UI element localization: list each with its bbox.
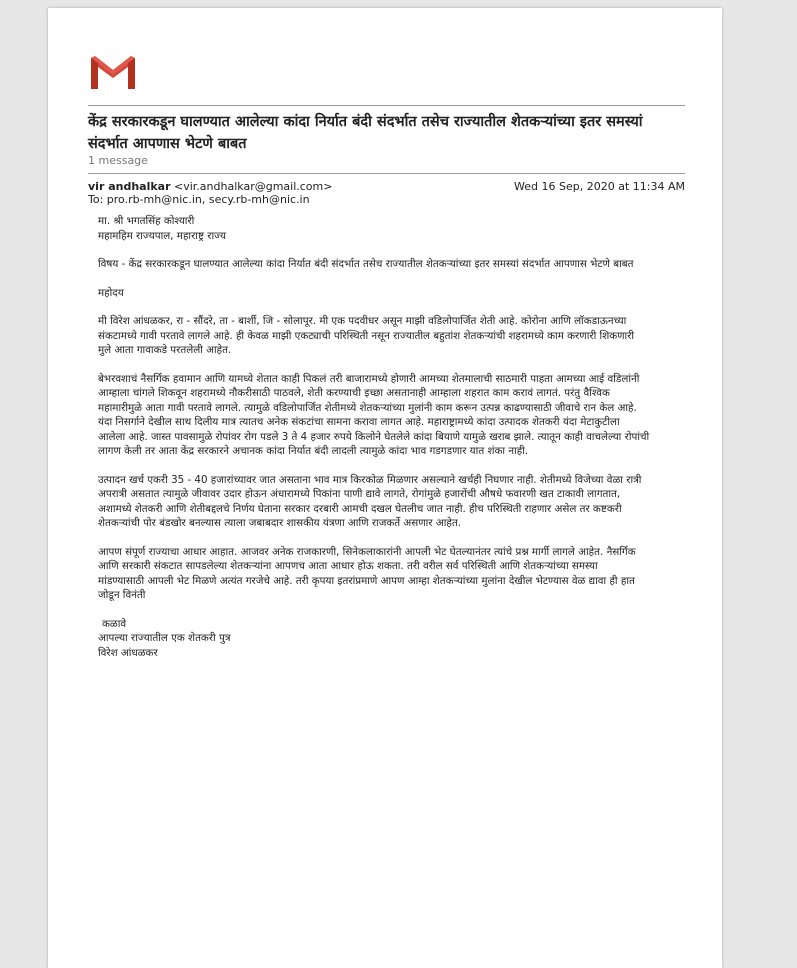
sender-line bbox=[88, 180, 332, 193]
message-count: 1 message bbox=[88, 154, 148, 167]
address-block bbox=[98, 214, 678, 243]
paragraph-line: मांडण्यासाठी आपली भेट मिळणे अत्यंत गरजेचे आहे. तरी कृपया इतरांप्रमाणे आपण आम्हा शेतकऱ्यांच्या मुलांना देखील भेटण्यास वेळ द्यावा ही हात bbox=[98, 574, 635, 587]
paragraph-4 bbox=[98, 545, 678, 603]
paragraph-line: उत्पादन खर्च एकरी 35 - 40 हजारांच्यावर जात असताना भाव मात्र किरकोळ मिळणार असल्याने खर्चही निघणार नाही. शेतीमध्ये विजेच्या वेळा रात्री bbox=[98, 473, 642, 486]
email-subject: केंद्र सरकारकडून घालण्यात आलेल्या कांदा निर्यात बंदी संदर्भात तसेच राज्यातील शेतकऱ्यांच्या इतर समस्यां संदर्भात आपणास भेटणे बाबत bbox=[88, 114, 643, 152]
paragraph-line: मी विरेश आंधळकर, रा - सौंदरे, ता - बार्शी, जि - सोलापूर. मी एक पदवीधर असून माझी वडिलोपार्जित शेती आहे. कोरोना आणि लॉकडाऊनच्या bbox=[98, 315, 627, 327]
email-body bbox=[98, 214, 678, 674]
closing-word: कळावे bbox=[102, 617, 127, 630]
address-line: महामहिम राज्यपाल, महाराष्ट्र राज्य bbox=[98, 229, 226, 242]
paragraph-line: शेतकऱ्यांची पोर बंडखोर बनल्यास त्याला जबाबदार शासकीय यंत्रणा आणि राजकर्ते असणार आहेत. bbox=[98, 517, 461, 529]
paragraph-line: अशामध्ये शेतकरी आणि शेतीबद्दलचे निर्णय घेताना सरकार दरबारी आमची दखल घेतलीच जात नाही. हीच परिस्थिती राहणार असेल तर कष्टकरी bbox=[98, 502, 622, 515]
paragraph-line: आम्हाला चांगले शिकवून शहरामध्ये नौकरीसाठी पाठवले, शेती करण्याची इच्छा असतानाही आम्हाला शहरात काम करावं लागतं. परंतु वैश्विक bbox=[98, 387, 610, 399]
paragraph-line: महामारीमुळे आता गावी परतावे लागले. त्यामुळे वडिलोपार्जित शेतीमध्ये शेतकऱ्यांच्या मुलांनी काम करून उत्पन्न काढण्यासाठी जीवाचे रान केल आहे. bbox=[98, 401, 637, 414]
sender-name: vir andhalkar bbox=[88, 180, 171, 193]
subject-divider bbox=[88, 173, 685, 174]
paragraph-line: लागण केली तर आता केंद्र सरकारने अचानक कांदा निर्यात बंदी लादली त्यामुळे कांदा भाव गडगडणार यात शंका नाही. bbox=[98, 445, 529, 457]
paragraph-3 bbox=[98, 473, 678, 531]
paragraph-line: आलेला आहे. जास्त पावसामुळे रोपांवर रोग पडले 3 ते 4 हजार रुपये किलोने घेतलेले कांदा बियाणे यामुळे खराब झाले. त्यातून काही वाचलेल्या रोपांची bbox=[98, 430, 650, 443]
paragraph-line: मुले आता गावाकडे परतलेली आहेत. bbox=[98, 344, 232, 356]
header-divider bbox=[88, 105, 685, 106]
paragraph-line: आपण संपूर्ण राज्याचा आधार आहात. आजवर अनेक राजकारणी, सिनेकलाकारांनी आपली भेट घेतल्यानंतर त्यांचे प्रश्न मार्गी लागले आहेत. नैसर्गिक bbox=[98, 545, 636, 558]
email-print-page bbox=[48, 8, 722, 968]
paragraph-line: यंदा निसर्गाने देखील साथ दिलीय मात्र त्यातच अनेक संकटांचा सामना करावा लागत आहे. महाराष्ट्रामध्ये कांदा उत्पादक शेतकरी यंदा मेटाकुटीला bbox=[98, 416, 620, 428]
paragraph-line: जोडून विनंती bbox=[98, 589, 146, 601]
signature-line: आपल्या राज्यातील एक शेतकरी पुत्र bbox=[98, 632, 231, 644]
salutation bbox=[98, 286, 678, 301]
signature-block bbox=[98, 617, 678, 661]
paragraph-line: बेभरवशाचं नैसर्गिक हवामान आणि यामध्ये शेतात काही पिकलं तरी बाजारामध्ये होणारी आमच्या शेतमालाची साठमारी पाहता आमच्या आई वडिलांनी bbox=[98, 372, 640, 385]
letter-subject bbox=[98, 257, 678, 272]
paragraph-line: आणि सरकारी संकटात सापडलेल्या शेतकऱ्यांना आपणच आता आधार होऊ शकता. तरी वरील सर्व परिस्थिती आणि शेतकऱ्यांच्या समस्या bbox=[98, 560, 598, 572]
sent-date: Wed 16 Sep, 2020 at 11:34 AM bbox=[514, 180, 685, 193]
signature-name: विरेश आंधळकर bbox=[98, 646, 158, 659]
letter-subject-text: विषय - केंद्र सरकारकडून घालण्यात आलेल्या कांदा निर्यात बंदी संदर्भात तसेच राज्यातील शेतकऱ्यांच्या इतर समस्यां संदर्भात आपणास भेटणे बाबत bbox=[98, 258, 634, 270]
paragraph-line: अपरात्री असतात त्यामुळे जीवावर उदार होऊन अंधारामध्ये पिकांना पाणी द्यावे लागते, रोगांमुळे हजारोंची औषधे फवारणी खत टाकावी लागतात, bbox=[98, 488, 621, 500]
paragraph-line: संकटामध्ये गावी परतावे लागले आहे. ही केवळ माझी एकट्याची परिस्थिती नसून राज्यातील बहुतांश शेतकऱ्यांची शहरामध्ये काम करणारी शिकणारी bbox=[98, 329, 635, 342]
gmail-logo-icon bbox=[88, 53, 138, 91]
sender-email: <vir.andhalkar@gmail.com> bbox=[174, 180, 333, 193]
address-line: मा. श्री भगतसिंह कोश्यारी bbox=[98, 215, 195, 227]
salutation-text: महोदय bbox=[98, 286, 124, 299]
paragraph-1 bbox=[98, 314, 678, 358]
paragraph-2 bbox=[98, 372, 678, 459]
recipients: To: pro.rb-mh@nic.in, secy.rb-mh@nic.in bbox=[88, 193, 310, 206]
